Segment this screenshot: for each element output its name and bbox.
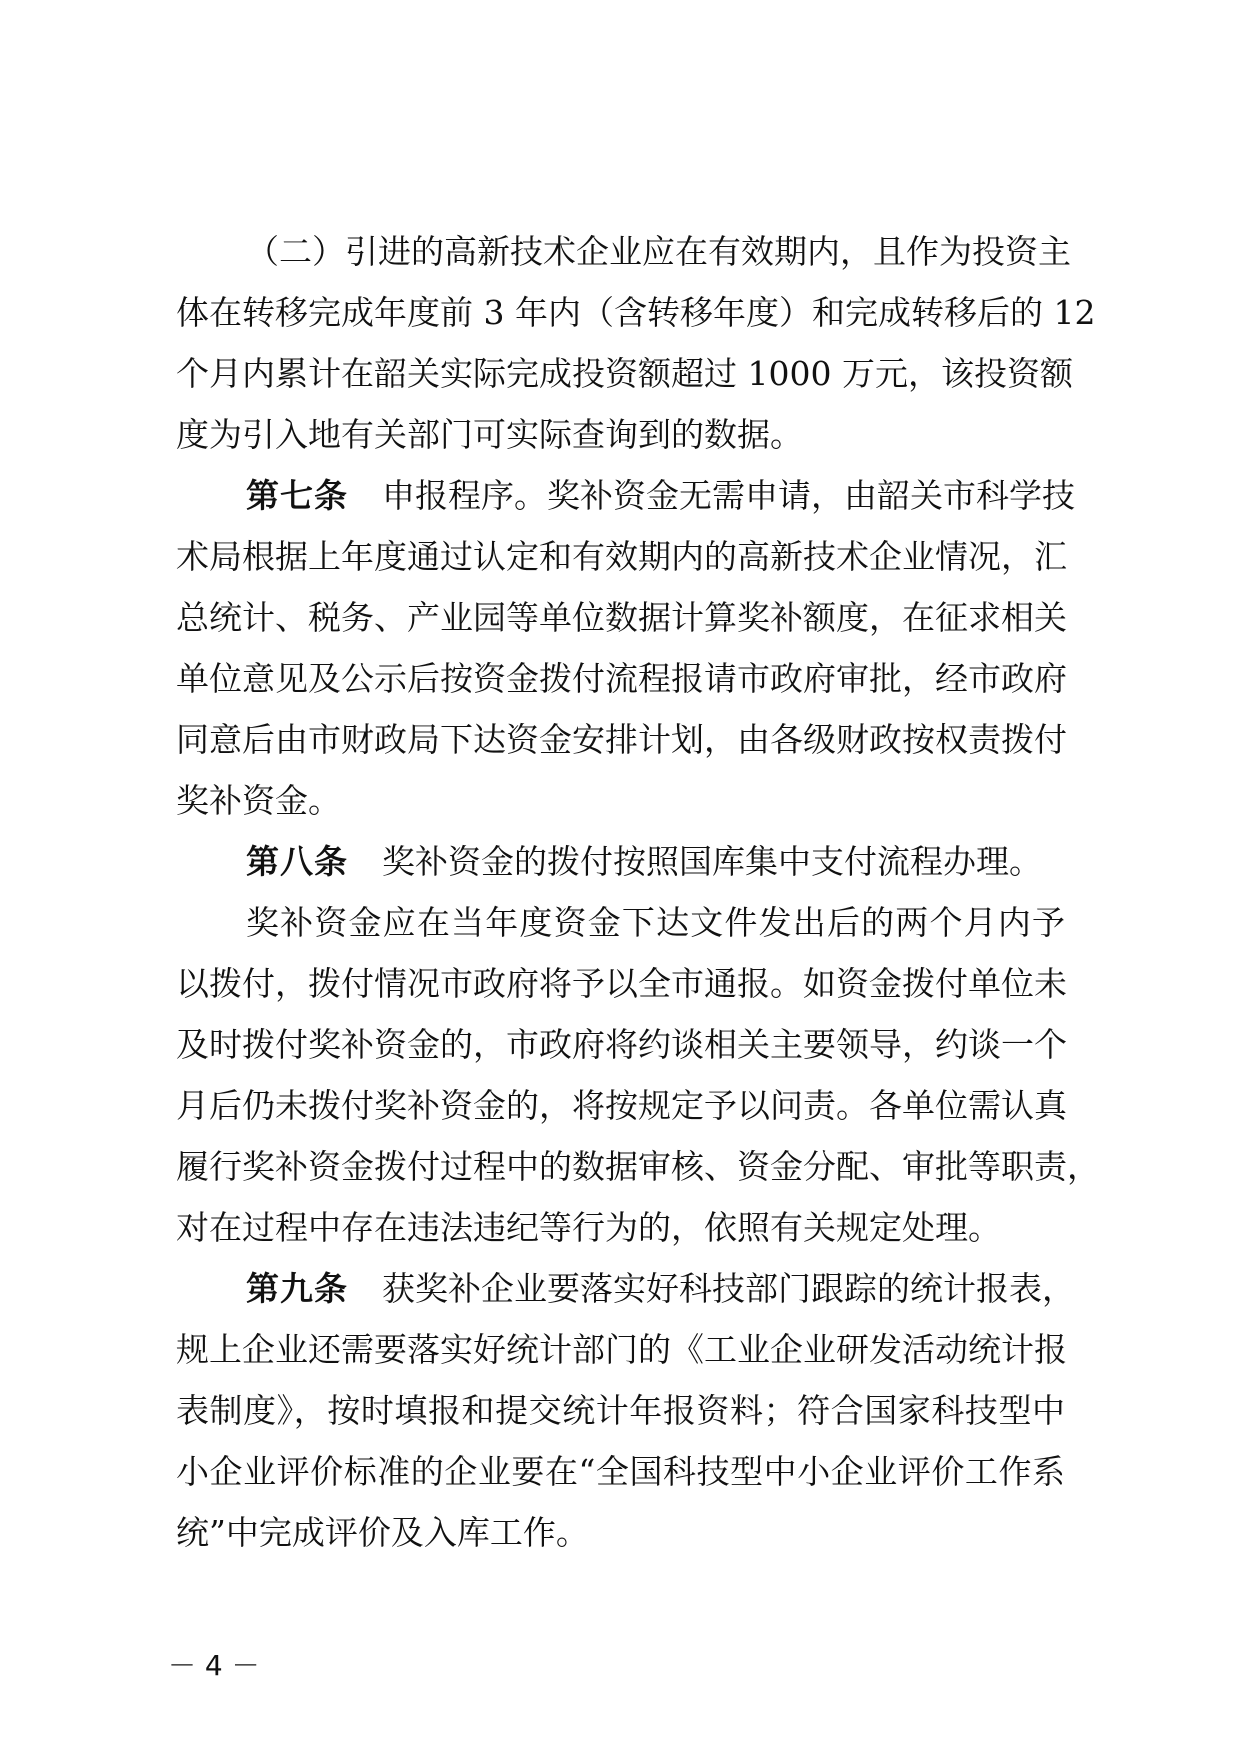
paragraph-1-line-3: 个月内累计在韶关实际完成投资额超过 1000 万元，该投资额 — [176, 354, 1073, 393]
paragraph-4-line-2: 以拨付，拨付情况市政府将予以全市通报。如资金拨付单位未 — [176, 964, 1067, 1003]
article-8-line-1: 第八条 奖补资金的拨付按照国库集中支付流程办理。 — [246, 842, 1042, 881]
article-7-line-2: 术局根据上年度通过认定和有效期内的高新技术企业情况，汇 — [176, 537, 1067, 576]
paragraph-4-line-5: 履行奖补资金拨付过程中的数据审核、资金分配、审批等职责， — [176, 1147, 1100, 1186]
page-number: － 4 － — [168, 1649, 260, 1682]
paragraph-4-line-1: 奖补资金应在当年度资金下达文件发出后的两个月内予 — [246, 903, 1065, 942]
article-7-heading: 第七条 — [246, 476, 348, 515]
article-7-line-3: 总统计、税务、产业园等单位数据计算奖补额度，在征求相关 — [176, 598, 1067, 637]
article-9-heading: 第九条 — [246, 1269, 348, 1308]
article-7-line-1: 第七条 申报程序。奖补资金无需申请，由韶关市科学技 — [246, 476, 1075, 515]
article-9-line-4: 小企业评价标准的企业要在“全国科技型中小企业评价工作系 — [176, 1452, 1065, 1491]
paragraph-4-line-6: 对在过程中存在违法违纪等行为的，依照有关规定处理。 — [176, 1208, 1001, 1247]
article-7-line-4: 单位意见及公示后按资金拨付流程报请市政府审批，经市政府 — [176, 659, 1067, 698]
paragraph-1-line-4: 度为引入地有关部门可实际查询到的数据。 — [176, 415, 803, 454]
paragraph-1-line-2: 体在转移完成年度前 3 年内（含转移年度）和完成转移后的 12 — [176, 293, 1096, 332]
article-9-line-3: 表制度》，按时填报和提交统计年报资料；符合国家科技型中 — [176, 1391, 1065, 1430]
paragraph-4-line-4: 月后仍未拨付奖补资金的，将按规定予以问责。各单位需认真 — [176, 1086, 1067, 1125]
article-7-line-5: 同意后由市财政局下达资金安排计划，由各级财政按权责拨付 — [176, 720, 1067, 759]
paragraph-4-line-3: 及时拨付奖补资金的，市政府将约谈相关主要领导，约谈一个 — [176, 1025, 1067, 1064]
article-7-line-6: 奖补资金。 — [176, 781, 341, 820]
article-9-line-5: 统”中完成评价及入库工作。 — [176, 1513, 589, 1552]
article-9-line-2: 规上企业还需要落实好统计部门的《工业企业研发活动统计报 — [176, 1330, 1067, 1369]
paragraph-1-line-1: （二）引进的高新技术企业应在有效期内，且作为投资主 — [246, 232, 1071, 271]
article-8-heading: 第八条 — [246, 842, 348, 881]
article-9-line-1: 第九条 获奖补企业要落实好科技部门跟踪的统计报表， — [246, 1269, 1075, 1308]
